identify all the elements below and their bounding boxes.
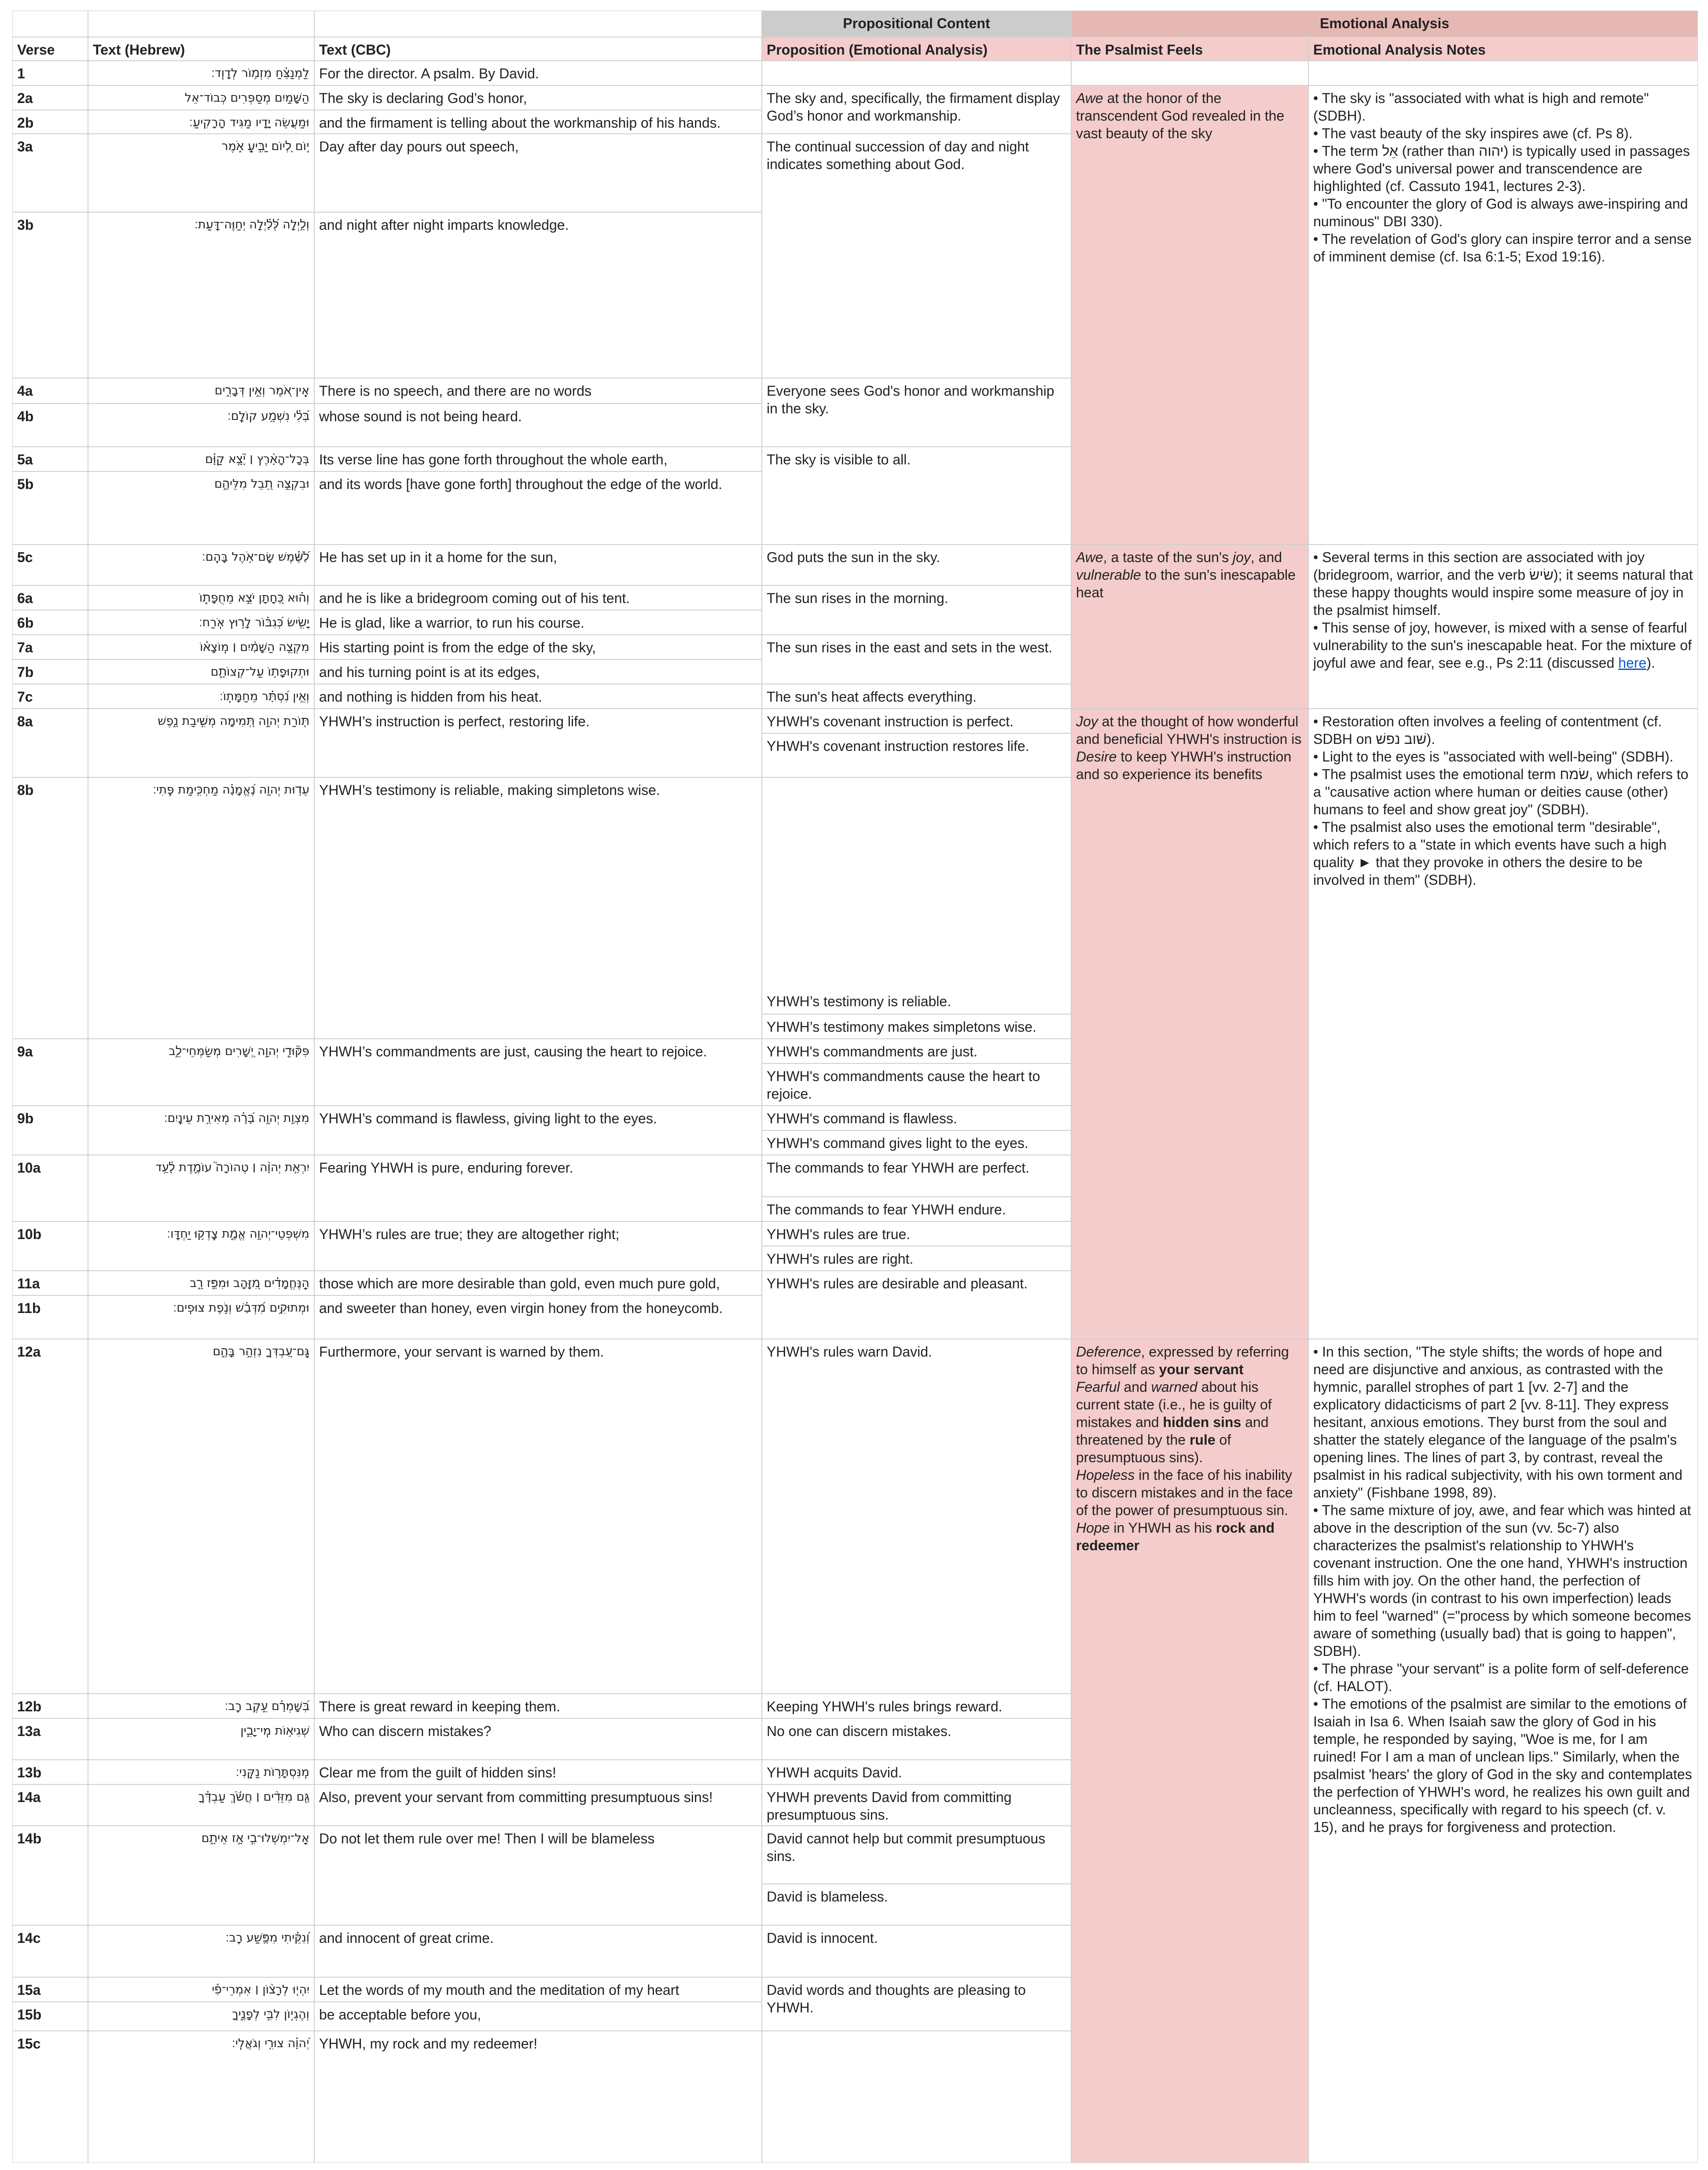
verse-cell: 9b bbox=[12, 1106, 88, 1155]
feel-emotion: Awe bbox=[1076, 90, 1103, 106]
column-header-cbc: Text (CBC) bbox=[314, 37, 762, 61]
hebrew-text-cell: מִשְׁפְּטֵי־יְהוָ֥ה אֱמֶ֑ת צָֽדְק֥וּ יַחְדָּֽו׃ bbox=[88, 1221, 314, 1271]
hebrew-text-cell: מִֽנִּסְתָּר֥וֹת נַקֵּֽנִי׃ bbox=[88, 1760, 314, 1784]
proposition-cell: Everyone sees God's honor and workmanship in the sky. bbox=[762, 378, 1071, 447]
feels-cell-awe-joy bbox=[1071, 544, 1308, 709]
feel-bold: your servant bbox=[1159, 1361, 1244, 1377]
cbc-text-cell: Day after day pours out speech, bbox=[314, 134, 762, 212]
column-header-hebrew: Text (Hebrew) bbox=[88, 37, 314, 61]
verse-cell: 4b bbox=[12, 404, 88, 447]
proposition-cell bbox=[762, 777, 1071, 1014]
feel-bold: rock and redeemer bbox=[1076, 1520, 1275, 1553]
proposition-cell: God puts the sun in the sky. bbox=[762, 544, 1071, 585]
cbc-text-cell: and his turning point is at its edges, bbox=[314, 659, 762, 684]
verse-cell: 13b bbox=[12, 1760, 88, 1784]
verse-cell: 8b bbox=[12, 777, 88, 1039]
verse-cell: 14c bbox=[12, 1925, 88, 1977]
proposition-cell: The commands to fear YHWH are perfect. bbox=[762, 1155, 1071, 1197]
hebrew-text-cell: מִצְוַ֥ת יְהוָ֥ה בָּ֝רָ֗ה מְאִירַ֥ת עֵינָֽיִם׃ bbox=[88, 1106, 314, 1155]
cbc-text-cell: whose sound is not being heard. bbox=[314, 404, 762, 447]
proposition-cell: YHWH's commandments are just. bbox=[762, 1039, 1071, 1063]
note-item: • The revelation of God's glory can inspire terror and a sense of imminent demise (cf. Isa 6:1-5; Exod 19:16). bbox=[1313, 231, 1692, 265]
feel-emotion: Hope bbox=[1076, 1520, 1110, 1536]
feel-text: in YHWH as his bbox=[1109, 1520, 1216, 1536]
hebrew-text-cell: מִקְצֵ֤ה הַשָּׁמַ֨יִם ׀ מֽוֹצָא֗וֹ bbox=[88, 635, 314, 659]
hebrew-text-cell: אֵֽין־אֹ֭מֶר וְאֵ֣ין דְּבָרִ֑ים bbox=[88, 378, 314, 404]
hebrew-text-cell: י֣וֹם לְ֭יוֹם יַבִּ֣יעַֽ אֹ֑מֶר bbox=[88, 134, 314, 212]
feel-text: , and bbox=[1250, 549, 1282, 565]
feel-text: at the honor of the transcendent God revealed in the vast beauty of the sky bbox=[1076, 90, 1285, 141]
cbc-text-cell: YHWH’s rules are true; they are altogether right; bbox=[314, 1221, 762, 1271]
column-header-feels: The Psalmist Feels bbox=[1071, 37, 1308, 61]
feel-text: and threatened by the bbox=[1076, 1414, 1269, 1448]
notes-cell-3 bbox=[1308, 709, 1698, 1339]
feel-emotion: Joy bbox=[1076, 714, 1098, 729]
hebrew-text-cell: וּמְתוּקִ֥ים מִ֝דְּבַ֗שׁ וְנֹ֣פֶת צוּפִֽים׃ bbox=[88, 1295, 314, 1339]
hebrew-text-cell: יְ֝הוָ֗ה צוּרִ֥י וְגֹאֲלִֽי׃ bbox=[88, 2031, 314, 2163]
proposition-cell: The continual succession of day and night indicates something about God. bbox=[762, 134, 1071, 378]
verse-cell: 15c bbox=[12, 2031, 88, 2163]
proposition-cell: The sky is visible to all. bbox=[762, 447, 1071, 544]
feel-text: to the sun's inescapable heat bbox=[1076, 567, 1296, 600]
feels-cell-joy-desire bbox=[1071, 709, 1308, 1339]
note-item: • The emotions of the psalmist are similar to the emotions of Isaiah in Isa 6. When Isaiah saw the glory of God in his temple, he responded by saying, "Woe is me, for I am ruined! For I am a man of unclean lips." Similarly, when the psalmist 'hears' the glory of God in the sky and contemplates the perfection of YHWH's word, he realizes his own guilt and uncleanness, specifically with regard to his speech (cf. v. 15), and he prays for forgiveness and protection. bbox=[1313, 1696, 1692, 1835]
proposition-cell: YHWH prevents David from committing presumptuous sins. bbox=[762, 1784, 1071, 1826]
note-item: • Restoration often involves a feeling of contentment (cf. SDBH on שׁוב נפשׁ). bbox=[1313, 714, 1662, 747]
verse-cell: 6b bbox=[12, 610, 88, 635]
cbc-text-cell: and night after night imparts knowledge. bbox=[314, 212, 762, 378]
verse-cell: 7c bbox=[12, 684, 88, 709]
hebrew-text-cell: וּמַעֲשֵׂה יָדָיו מַגִּיד הָרָקִיעַ׃ bbox=[88, 110, 314, 134]
verse-cell: 4a bbox=[12, 378, 88, 404]
note-item: • The psalmist uses the emotional term שׂמח, which refers to a "causative action where human or deities cause (other) humans to feel and show great joy" (SDBH). bbox=[1313, 766, 1689, 817]
note-item: • The sky is "associated with what is high and remote" (SDBH). bbox=[1313, 90, 1649, 124]
note-item: • The phrase "your servant" is a polite form of self-deference (cf. HALOT). bbox=[1313, 1661, 1689, 1694]
proposition-cell: Keeping YHWH's rules brings reward. bbox=[762, 1694, 1071, 1718]
hebrew-text-cell: בְּכָל־הָאָ֨רֶץ ׀ יָ֘צָ֤א קַוָּ֗ם bbox=[88, 447, 314, 471]
cbc-text-cell: Fearing YHWH is pure, enduring forever. bbox=[314, 1155, 762, 1221]
verse-cell: 5a bbox=[12, 447, 88, 471]
verse-cell: 10b bbox=[12, 1221, 88, 1271]
verse-cell: 5b bbox=[12, 471, 88, 544]
note-item bbox=[1313, 619, 1693, 672]
group-header-emotional: Emotional Analysis bbox=[1071, 11, 1698, 37]
cbc-text-cell: Do not let them rule over me! Then I will be blameless bbox=[314, 1826, 762, 1925]
proposition-cell: The sky and, specifically, the firmament display God’s honor and workmanship. bbox=[762, 85, 1071, 134]
hebrew-text-cell: אַֽל־יִמְשְׁלוּ־בִ֣י אָ֣ז אֵיתָ֑ם bbox=[88, 1826, 314, 1925]
verse-cell: 5c bbox=[12, 544, 88, 585]
feel-emotion: Deference bbox=[1076, 1344, 1141, 1360]
proposition-cell: YHWH's rules are right. bbox=[762, 1246, 1071, 1271]
proposition-cell: YHWH's command gives light to the eyes. bbox=[762, 1130, 1071, 1155]
verse-cell: 1 bbox=[12, 61, 88, 85]
feel-text: in the face of his inability to discern mistakes and in the face of the power of presumptuous sin. bbox=[1076, 1467, 1293, 1518]
notes-cell-1 bbox=[1308, 85, 1698, 544]
proposition-cell: YHWH's covenant instruction restores life. bbox=[762, 733, 1071, 777]
cbc-text-cell: and he is like a bridegroom coming out of his tent. bbox=[314, 585, 762, 610]
hebrew-text-cell: גַּֽם־עַ֭בְדְּךָ נִזְהָ֣ר בָּהֶ֑ם bbox=[88, 1339, 314, 1694]
feel-emotion: warned bbox=[1151, 1379, 1197, 1395]
verse-cell: 12b bbox=[12, 1694, 88, 1718]
feel-text: and bbox=[1120, 1379, 1151, 1395]
notes-cell-4 bbox=[1308, 1339, 1698, 2163]
verse-cell: 14b bbox=[12, 1826, 88, 1925]
cbc-text-cell: There is no speech, and there are no words bbox=[314, 378, 762, 404]
cbc-text-cell: Clear me from the guilt of hidden sins! bbox=[314, 1760, 762, 1784]
proposition-cell: David is innocent. bbox=[762, 1925, 1071, 1977]
proposition-cell: No one can discern mistakes. bbox=[762, 1718, 1071, 1760]
hebrew-text-cell: תּ֤וֹרַת יְהוָ֣ה תְּ֭מִימָה מְשִׁ֣יבַת נָ֑פֶשׁ bbox=[88, 709, 314, 777]
feel-text: to keep YHWH's instruction and so experience its benefits bbox=[1076, 749, 1292, 782]
proposition-cell: YHWH's rules are desirable and pleasant. bbox=[762, 1271, 1071, 1339]
feels-cell-empty bbox=[1071, 61, 1308, 85]
cbc-text-cell: His starting point is from the edge of the sky, bbox=[314, 635, 762, 659]
proposition-cell: The sun rises in the east and sets in the west. bbox=[762, 635, 1071, 684]
note-item: • Several terms in this section are associated with joy (bridegroom, warrior, and the verb שׂישׂ); it seems natural that these happy thoughts would inspire some measure of joy in the psalmist himself. bbox=[1313, 549, 1693, 618]
feel-emotion: Hopeless bbox=[1076, 1467, 1135, 1483]
hebrew-text-cell: בְּ֝שָׁמְרָ֗ם עֵ֣קֶב רָֽב׃ bbox=[88, 1694, 314, 1718]
blank-header-cell bbox=[12, 11, 88, 37]
verse-cell: 14a bbox=[12, 1784, 88, 1826]
column-header-notes: Emotional Analysis Notes bbox=[1308, 37, 1698, 61]
cbc-text-cell: YHWH’s command is flawless, giving light to the eyes. bbox=[314, 1106, 762, 1155]
cbc-text-cell: Let the words of my mouth and the meditation of my heart bbox=[314, 1977, 762, 2002]
verse-cell: 10a bbox=[12, 1155, 88, 1221]
hebrew-text-cell: הַֽנֶּחֱמָדִ֗ים מִ֭זָּהָב וּמִפַּ֣ז רָ֑ב bbox=[88, 1271, 314, 1295]
hebrew-text-cell: לַ֝שֶּׁ֗מֶשׁ שָֽׂם־אֹ֥הֶל בָּהֶֽם׃ bbox=[88, 544, 314, 585]
hebrew-text-cell: יִהְי֤וּ לְרָצ֨וֹן ׀ אִמְרֵי־פִ֡י bbox=[88, 1977, 314, 2002]
note-item: • "To encounter the glory of God is always awe-inspiring and numinous" DBI 330). bbox=[1313, 196, 1688, 229]
proposition-cell: YHWH's rules are true. bbox=[762, 1221, 1071, 1246]
feels-cell-deference bbox=[1071, 1339, 1308, 2163]
proposition-cell: The sun rises in the morning. bbox=[762, 585, 1071, 635]
hebrew-text-cell: גַּ֤ם מִזֵּדִ֨ים ׀ חֲשֹׂ֬ךְ עַבְדֶּ֗ךָ bbox=[88, 1784, 314, 1826]
hebrew-text-cell: יָשִׂ֥ישׂ כְּ֝גִבּ֗וֹר לָר֥וּץ אֹֽרַח׃ bbox=[88, 610, 314, 635]
hebrew-text-cell: וְלַ֥יְלָה לְּ֝לַ֗יְלָה יְחַוֶּה־דָּֽעַת׃ bbox=[88, 212, 314, 378]
hebrew-text-cell: וְהֶגְי֣וֹן לִבִּ֣י לְפָנֶ֑יךָ bbox=[88, 2002, 314, 2031]
hebrew-text-cell: וְאֵ֥ין נִ֝סְתָּ֗ר מֵחַמָּתֽוֹ׃ bbox=[88, 684, 314, 709]
cbc-text-cell: YHWH’s instruction is perfect, restoring life. bbox=[314, 709, 762, 777]
notes-cell-empty bbox=[1308, 61, 1698, 85]
verse-cell: 12a bbox=[12, 1339, 88, 1694]
note-text: • This sense of joy, however, is mixed with a sense of fearful vulnerability to the sun's inescapable heat. For the mixture of joyful awe and fear, see e.g., Ps 2:11 (discussed bbox=[1313, 620, 1692, 671]
verse-cell: 2a bbox=[12, 85, 88, 110]
cbc-text-cell: those which are more desirable than gold, even much pure gold, bbox=[314, 1271, 762, 1295]
cbc-text-cell: The sky is declaring God’s honor, bbox=[314, 85, 762, 110]
hebrew-text-cell: וּבִקְצֵ֣ה תֵ֭בֵל מִלֵּיהֶ֑ם bbox=[88, 471, 314, 544]
proposition-cell: David cannot help but commit presumptuous sins. bbox=[762, 1826, 1071, 1884]
note-item: • In this section, "The style shifts; the words of hope and need are disjunctive and anxious, as contrasted with the hymnic, parallel strophes of part 1 [vv. 2-7] and the explicatory didacticisms of part 2 [vv. 8-11]. They express hesitant, anxious emotions. They burst from the soul and shatter the stately elegance of the language of the psalm's opening lines. The lines of part 3, by contrast, reveal the psalmist in his radical subjectivity, with his own torment and anxiety" (Fishbane 1998, 89). bbox=[1313, 1344, 1682, 1501]
hebrew-text-cell: וְ֝נִקֵּ֗יתִי מִפֶּ֥שַׁע רָֽב׃ bbox=[88, 1925, 314, 1977]
feel-text: , expressed by referring to himself as bbox=[1076, 1344, 1289, 1377]
feel-emotion: joy bbox=[1232, 549, 1251, 565]
feel-text: about his current state (i.e., he is guilty of mistakes and bbox=[1076, 1379, 1272, 1430]
hebrew-text-cell: עֵד֥וּת יְהוָ֥ה נֶ֝אֱמָנָ֗ה מַחְכִּ֥ימַת פֶּֽתִי׃ bbox=[88, 777, 314, 1039]
verse-cell: 3a bbox=[12, 134, 88, 212]
feel-emotion: vulnerable bbox=[1076, 567, 1141, 583]
cbc-text-cell: Also, prevent your servant from committing presumptuous sins! bbox=[314, 1784, 762, 1826]
spreadsheet bbox=[12, 11, 1698, 2163]
verse-cell: 8a bbox=[12, 709, 88, 777]
hebrew-text-cell: לַמְנַצֵּ֗חַ מִזְמ֥וֹר לְדָוִֽד׃ bbox=[88, 61, 314, 85]
verse-cell: 9a bbox=[12, 1039, 88, 1106]
cbc-text-cell: and the firmament is telling about the workmanship of his hands. bbox=[314, 110, 762, 134]
feel-emotion: Awe bbox=[1076, 549, 1103, 565]
verse-cell: 11b bbox=[12, 1295, 88, 1339]
verse-cell: 15a bbox=[12, 1977, 88, 2002]
cbc-text-cell: be acceptable before you, bbox=[314, 2002, 762, 2031]
note-item: • The term אֵל (rather than יהוה) is typically used in passages where God's universal power and transcendence are highlighted (cf. Cassuto 1941, lectures 2-3). bbox=[1313, 143, 1690, 194]
feel-bold: hidden sins bbox=[1163, 1414, 1242, 1430]
cbc-text-cell: and nothing is hidden from his heat. bbox=[314, 684, 762, 709]
verse-cell: 3b bbox=[12, 212, 88, 378]
hebrew-text-cell: בְּ֝לִ֗י נִשְׁמָ֥ע קוֹלָֽם׃ bbox=[88, 404, 314, 447]
verse-cell: 13a bbox=[12, 1718, 88, 1760]
hebrew-text-cell: פִּקּ֘וּדֵ֤י יְהוָ֣ה יְ֭שָׁרִים מְשַׂמְּחֵי־לֵ֑ב bbox=[88, 1039, 314, 1106]
cbc-text-cell: He is glad, like a warrior, to run his course. bbox=[314, 610, 762, 635]
verse-cell: 2b bbox=[12, 110, 88, 134]
feel-emotion: Desire bbox=[1076, 749, 1117, 765]
feel-bold: rule bbox=[1189, 1432, 1216, 1448]
hebrew-text-cell: הַשָּׁמַיִם מְסַפְּרִים כְּבוֹד־אֵל bbox=[88, 85, 314, 110]
cbc-text-cell: There is great reward in keeping them. bbox=[314, 1694, 762, 1718]
notes-cell-2 bbox=[1308, 544, 1698, 709]
proposition-cell: David is blameless. bbox=[762, 1884, 1071, 1925]
hebrew-text-cell: יִרְאַ֤ת יְהוָ֨ה ׀ טְהוֹרָה֮ עוֹמֶ֪דֶת לָ֫עַ֥ד bbox=[88, 1155, 314, 1221]
proposition-cell: YHWH's rules warn David. bbox=[762, 1339, 1071, 1694]
proposition-cell-empty bbox=[762, 2031, 1071, 2163]
cbc-text-cell: and innocent of great crime. bbox=[314, 1925, 762, 1977]
proposition-cell: YHWH's covenant instruction is perfect. bbox=[762, 709, 1071, 733]
cbc-text-cell: YHWH’s commandments are just, causing the heart to rejoice. bbox=[314, 1039, 762, 1106]
note-item: • The psalmist also uses the emotional term "desirable", which refers to a "state in which events have such a high quality ► that they provoke in others the desire to be involved in them" (SDBH). bbox=[1313, 819, 1667, 888]
hebrew-text-cell: וְה֗וּא כְּ֭חָתָן יֹצֵ֣א מֵחֻפָּת֑וֹ bbox=[88, 585, 314, 610]
proposition-cell: The sun's heat affects everything. bbox=[762, 684, 1071, 709]
group-header-propositional: Propositional Content bbox=[762, 11, 1071, 37]
cbc-text-cell: and its words [have gone forth] throughout the edge of the world. bbox=[314, 471, 762, 544]
proposition-cell-empty bbox=[762, 61, 1071, 85]
note-item: • Light to the eyes is "associated with well-being" (SDBH). bbox=[1313, 749, 1674, 765]
feel-emotion: Fearful bbox=[1076, 1379, 1120, 1395]
proposition-cell: YHWH’s testimony makes simpletons wise. bbox=[762, 1014, 1071, 1039]
column-header-verse: Verse bbox=[12, 37, 88, 61]
proposition-cell: YHWH acquits David. bbox=[762, 1760, 1071, 1784]
hebrew-text-cell: שְׁגִיא֥וֹת מִֽי־יָבִ֑ין bbox=[88, 1718, 314, 1760]
verse-cell: 7b bbox=[12, 659, 88, 684]
cbc-text-cell: and sweeter than honey, even virgin honey from the honeycomb. bbox=[314, 1295, 762, 1339]
proposition-cell: YHWH's commandments cause the heart to rejoice. bbox=[762, 1063, 1071, 1106]
column-header-proposition: Proposition (Emotional Analysis) bbox=[762, 37, 1071, 61]
proposition-text: YHWH’s testimony is reliable. bbox=[767, 993, 951, 1009]
note-item: • The same mixture of joy, awe, and fear which was hinted at above in the description of the sun (vv. 5c-7) also characterizes the psalmist's relationship to YHWH's covenant instruction. One the one hand, YHWH's instruction fills him with joy. On the other hand, the perfection of YHWH's words (in contrast to his own imperfection) leads him to feel "warned" (="process by which someone becomes aware of something (usually bad) that is going to happen", SDBH). bbox=[1313, 1502, 1691, 1659]
blank-header-cell bbox=[314, 11, 762, 37]
proposition-cell: YHWH's command is flawless. bbox=[762, 1106, 1071, 1130]
proposition-cell: David words and thoughts are pleasing to YHWH. bbox=[762, 1977, 1071, 2031]
verse-cell: 15b bbox=[12, 2002, 88, 2031]
verse-cell: 7a bbox=[12, 635, 88, 659]
note-text: ). bbox=[1646, 655, 1655, 671]
feel-text: of presumptuous sins). bbox=[1076, 1432, 1231, 1465]
verse-cell: 6a bbox=[12, 585, 88, 610]
feel-text: at the thought of how wonderful and beneficial YHWH's instruction is bbox=[1076, 714, 1302, 747]
feels-cell-awe bbox=[1071, 85, 1308, 544]
cbc-text-cell: For the director. A psalm. By David. bbox=[314, 61, 762, 85]
cbc-text-cell: He has set up in it a home for the sun, bbox=[314, 544, 762, 585]
proposition-cell: The commands to fear YHWH endure. bbox=[762, 1197, 1071, 1221]
cbc-text-cell: YHWH’s testimony is reliable, making simpletons wise. bbox=[314, 777, 762, 1039]
feel-text: , a taste of the sun's bbox=[1103, 549, 1233, 565]
cbc-text-cell: Its verse line has gone forth throughout the whole earth, bbox=[314, 447, 762, 471]
cbc-text-cell: Furthermore, your servant is warned by them. bbox=[314, 1339, 762, 1694]
cbc-text-cell: YHWH, my rock and my redeemer! bbox=[314, 2031, 762, 2163]
here-link[interactable]: here bbox=[1618, 655, 1647, 671]
hebrew-text-cell: וּתְקוּפָת֥וֹ עַל־קְצוֹתָ֑ם bbox=[88, 659, 314, 684]
cbc-text-cell: Who can discern mistakes? bbox=[314, 1718, 762, 1760]
blank-header-cell bbox=[88, 11, 314, 37]
verse-cell: 11a bbox=[12, 1271, 88, 1295]
note-item: • The vast beauty of the sky inspires awe (cf. Ps 8). bbox=[1313, 125, 1633, 141]
